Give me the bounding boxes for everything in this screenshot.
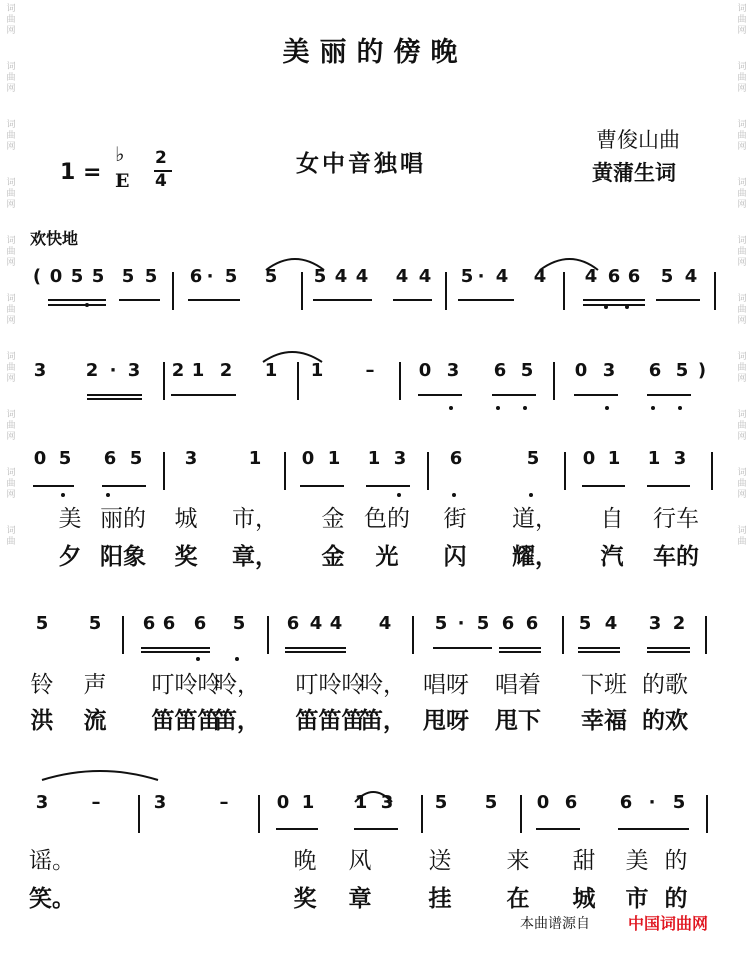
watermark-char: 曲 — [6, 363, 16, 373]
slur — [355, 792, 392, 802]
lyric-verse-2: 耀， — [512, 543, 558, 570]
watermark-char: 曲 — [6, 537, 16, 547]
lyric-verse-1: 呤， — [214, 672, 260, 698]
lyric-verse-1: 唱呀 — [423, 672, 469, 698]
watermark-char: 词 — [737, 62, 747, 72]
watermark-char: 网 — [6, 374, 16, 384]
lyricist-credit: 黄蒲生词 — [592, 160, 676, 185]
lyric-verse-1: 风 — [348, 848, 372, 874]
note: 0 — [49, 266, 63, 287]
lyric-verse-1: 道， — [512, 506, 558, 532]
watermark-char: 曲 — [6, 305, 16, 315]
note: 1 — [367, 448, 381, 469]
watermark-char: 网 — [737, 26, 747, 36]
watermark-char: 网 — [6, 490, 16, 500]
lyric-verse-2: 笑。 — [29, 885, 75, 912]
slur — [266, 259, 324, 270]
note: 5 — [91, 266, 105, 287]
note: 3 — [184, 448, 198, 469]
note: 1 — [354, 792, 368, 813]
lyric-verse-2: 市 — [625, 885, 649, 912]
note: 3 — [127, 360, 141, 381]
note: 4 — [309, 613, 323, 634]
note: 4 — [584, 266, 598, 287]
lyric-verse-2: 流 — [83, 707, 107, 734]
note: 0 — [301, 448, 315, 469]
note: 5 — [460, 266, 474, 287]
note: 3 — [35, 792, 49, 813]
watermark-char: 曲 — [737, 189, 747, 199]
watermark-char: 网 — [6, 432, 16, 442]
watermark-char: 曲 — [737, 15, 747, 25]
note: · — [109, 360, 117, 381]
note: 3 — [446, 360, 460, 381]
note: 6 — [607, 266, 621, 287]
watermark-char: 曲 — [737, 479, 747, 489]
note: 5 — [520, 360, 534, 381]
lyric-verse-2: 挂 — [428, 885, 452, 912]
watermark-char: 词 — [737, 178, 747, 188]
lyric-verse-1: 色的 — [364, 506, 410, 532]
note: 6 — [564, 792, 578, 813]
lyric-verse-2: 汽 — [600, 543, 624, 570]
lyric-verse-1: 叮呤呤 — [151, 672, 221, 698]
note: 1 — [607, 448, 621, 469]
watermark-char: 词 — [6, 294, 16, 304]
note: 6 — [193, 613, 207, 634]
note: 5 — [58, 448, 72, 469]
watermark-char: 曲 — [737, 363, 747, 373]
note: 4 — [329, 613, 343, 634]
lyric-verse-2: 光 — [375, 543, 399, 570]
note: · — [477, 266, 485, 287]
watermark-char: 词 — [737, 4, 747, 14]
watermark-char: 网 — [737, 84, 747, 94]
watermark-char: 网 — [6, 26, 16, 36]
lyric-verse-1: 市， — [232, 506, 278, 532]
note: 2 — [85, 360, 99, 381]
lyric-verse-1: 晚 — [293, 848, 317, 874]
note: 5 — [672, 792, 686, 813]
note: 4 — [355, 266, 369, 287]
note: 5 — [232, 613, 246, 634]
watermark-char: 曲 — [6, 189, 16, 199]
lyric-verse-1: 送 — [428, 848, 452, 874]
watermark-char: 网 — [6, 142, 16, 152]
note: 4 — [533, 266, 547, 287]
note: ( — [32, 266, 42, 287]
watermark-char: 曲 — [737, 421, 747, 431]
note: 4 — [418, 266, 432, 287]
note: 0 — [276, 792, 290, 813]
time-signature-top: 2 — [155, 148, 167, 168]
watermark-char: 曲 — [6, 247, 16, 257]
note: 3 — [33, 360, 47, 381]
note: 1 — [310, 360, 324, 381]
lyric-verse-1: 城 — [174, 506, 198, 532]
watermark-char: 曲 — [6, 73, 16, 83]
lyric-verse-1: 的歌 — [642, 672, 688, 698]
note: 5 — [476, 613, 490, 634]
note: · — [457, 613, 465, 634]
lyric-verse-1: 金 — [321, 506, 345, 532]
note: 4 — [395, 266, 409, 287]
lyric-verse-2: 笛笛笛 — [295, 707, 365, 734]
note: 5 — [224, 266, 238, 287]
note: 4 — [684, 266, 698, 287]
note: 5 — [484, 792, 498, 813]
lyric-verse-1: 行车 — [653, 506, 699, 532]
watermark-char: 词 — [737, 468, 747, 478]
note: 4 — [334, 266, 348, 287]
lyric-verse-2: 笛笛笛 — [151, 707, 221, 734]
note: 5 — [675, 360, 689, 381]
note: 6 — [189, 266, 203, 287]
watermark-char: 曲 — [737, 131, 747, 141]
watermark-char: 词 — [6, 4, 16, 14]
note: 1 — [647, 448, 661, 469]
watermark-char: 网 — [737, 432, 747, 442]
watermark-char: 曲 — [6, 131, 16, 141]
note: 5 — [313, 266, 327, 287]
note: 5 — [526, 448, 540, 469]
note: · — [206, 266, 214, 287]
note: – — [219, 792, 229, 813]
lyric-verse-2: 在 — [506, 885, 530, 912]
watermark-char: 词 — [737, 352, 747, 362]
watermark-char: 词 — [6, 526, 16, 536]
watermark-char: 曲 — [6, 479, 16, 489]
note: 3 — [648, 613, 662, 634]
note: 5 — [660, 266, 674, 287]
watermark-char: 网 — [737, 258, 747, 268]
note: 2 — [672, 613, 686, 634]
note: 3 — [153, 792, 167, 813]
note: 5 — [129, 448, 143, 469]
note: 4 — [495, 266, 509, 287]
note: 0 — [536, 792, 550, 813]
watermark-char: 词 — [6, 410, 16, 420]
slur — [263, 352, 322, 362]
note: 6 — [619, 792, 633, 813]
watermark-char: 网 — [737, 142, 747, 152]
watermark-char: 词 — [6, 120, 16, 130]
note: 5 — [35, 613, 49, 634]
lyric-verse-1: 谣。 — [29, 848, 75, 874]
watermark-char: 词 — [6, 62, 16, 72]
lyric-verse-1: 美 — [625, 848, 649, 874]
flat-icon: ♭ — [115, 142, 125, 166]
note: – — [365, 360, 375, 381]
performance-type: 女中音独唱 — [296, 150, 426, 177]
source-label: 本曲谱源自 — [520, 916, 590, 932]
watermark-char: 曲 — [6, 421, 16, 431]
watermark-char: 词 — [6, 178, 16, 188]
note: 2 — [171, 360, 185, 381]
note: 2 — [219, 360, 233, 381]
note: 6 — [627, 266, 641, 287]
note: 5 — [434, 792, 448, 813]
lyric-verse-1: 声 — [83, 672, 107, 698]
note: 0 — [33, 448, 47, 469]
watermark-char: 词 — [737, 120, 747, 130]
watermark-char: 词 — [737, 294, 747, 304]
note: 5 — [578, 613, 592, 634]
lyric-verse-2: 幸福 — [581, 707, 627, 734]
note: 6 — [286, 613, 300, 634]
note: · — [648, 792, 656, 813]
lyric-verse-2: 阳象 — [100, 543, 146, 570]
note: 0 — [418, 360, 432, 381]
note: 6 — [103, 448, 117, 469]
tempo-marking: 欢快地 — [30, 229, 79, 248]
lyric-verse-2: 甩呀 — [423, 707, 469, 734]
note: 5 — [264, 266, 278, 287]
lyric-verse-2: 笛， — [214, 707, 260, 734]
lyric-verse-2: 笛， — [360, 707, 406, 734]
note: – — [91, 792, 101, 813]
watermark-char: 网 — [737, 374, 747, 384]
slur — [42, 771, 158, 780]
lyric-verse-2: 闪 — [443, 543, 467, 570]
watermark-char: 词 — [737, 236, 747, 246]
lyric-verse-2: 金 — [321, 543, 345, 570]
lyric-verse-2: 甩下 — [495, 707, 541, 734]
lyric-verse-2: 城 — [572, 885, 596, 912]
note: 3 — [673, 448, 687, 469]
source-site-logo[interactable]: 中国词曲网 — [628, 914, 709, 933]
lyric-verse-2: 的欢 — [642, 707, 688, 734]
note: 1 — [191, 360, 205, 381]
note: 5 — [70, 266, 84, 287]
lyric-verse-1: 自 — [600, 506, 624, 532]
lyric-verse-1: 叮呤呤 — [295, 672, 365, 698]
note: 5 — [88, 613, 102, 634]
time-signature-bottom: 4 — [155, 171, 167, 191]
lyric-verse-1: 铃 — [30, 672, 54, 698]
lyric-verse-2: 章 — [348, 885, 372, 912]
note: 0 — [582, 448, 596, 469]
note: 6 — [525, 613, 539, 634]
lyric-verse-1: 丽的 — [100, 506, 146, 532]
key-note: E — [115, 170, 130, 192]
lyric-verse-2: 的 — [664, 885, 688, 912]
watermark-char: 网 — [737, 490, 747, 500]
lyric-verse-2: 奖 — [174, 543, 198, 570]
watermark-char: 网 — [6, 316, 16, 326]
watermark-char: 网 — [6, 258, 16, 268]
watermark-char: 曲 — [737, 73, 747, 83]
lyric-verse-1: 来 — [506, 848, 530, 874]
slur — [540, 259, 598, 270]
note: 6 — [142, 613, 156, 634]
lyric-verse-2: 车的 — [653, 543, 699, 570]
watermark-char: 网 — [6, 84, 16, 94]
lyric-verse-2: 洪 — [30, 707, 54, 734]
note: 1 — [248, 448, 262, 469]
lyric-verse-2: 奖 — [293, 885, 317, 912]
watermark-char: 词 — [6, 468, 16, 478]
lyric-verse-1: 的 — [664, 848, 688, 874]
note: 5 — [144, 266, 158, 287]
watermark-char: 词 — [6, 236, 16, 246]
lyric-verse-2: 夕 — [58, 543, 82, 570]
watermark-char: 词 — [6, 352, 16, 362]
note: 6 — [162, 613, 176, 634]
note: 4 — [604, 613, 618, 634]
lyric-verse-1: 甜 — [572, 848, 596, 874]
note: 1 — [264, 360, 278, 381]
note: 6 — [501, 613, 515, 634]
note: 3 — [393, 448, 407, 469]
watermark-char: 曲 — [6, 15, 16, 25]
composer-credit: 曹俊山曲 — [596, 128, 680, 152]
lyric-verse-1: 唱着 — [495, 672, 541, 698]
note: 0 — [574, 360, 588, 381]
lyric-verse-1: 呤， — [360, 672, 406, 698]
watermark-char: 词 — [737, 526, 747, 536]
note: 3 — [380, 792, 394, 813]
lyric-verse-1: 下班 — [581, 672, 627, 698]
note: 6 — [493, 360, 507, 381]
watermark-char: 网 — [737, 316, 747, 326]
note: 6 — [449, 448, 463, 469]
lyric-verse-2: 章， — [232, 543, 278, 570]
lyric-verse-1: 美 — [58, 506, 82, 532]
watermark-char: 词 — [737, 410, 747, 420]
watermark-char: 曲 — [737, 537, 747, 547]
note: 4 — [378, 613, 392, 634]
watermark-char: 网 — [737, 200, 747, 210]
watermark-char: 曲 — [737, 247, 747, 257]
note: ) — [697, 360, 707, 381]
key-signature-prefix: 1 = — [60, 160, 102, 185]
note: 3 — [602, 360, 616, 381]
watermark-char: 曲 — [737, 305, 747, 315]
note: 1 — [327, 448, 341, 469]
note: 6 — [648, 360, 662, 381]
note: 5 — [434, 613, 448, 634]
song-title: 美丽的傍晚 — [282, 37, 468, 68]
note: 1 — [301, 792, 315, 813]
note: 5 — [121, 266, 135, 287]
lyric-verse-1: 街 — [443, 506, 467, 532]
watermark-char: 网 — [6, 200, 16, 210]
